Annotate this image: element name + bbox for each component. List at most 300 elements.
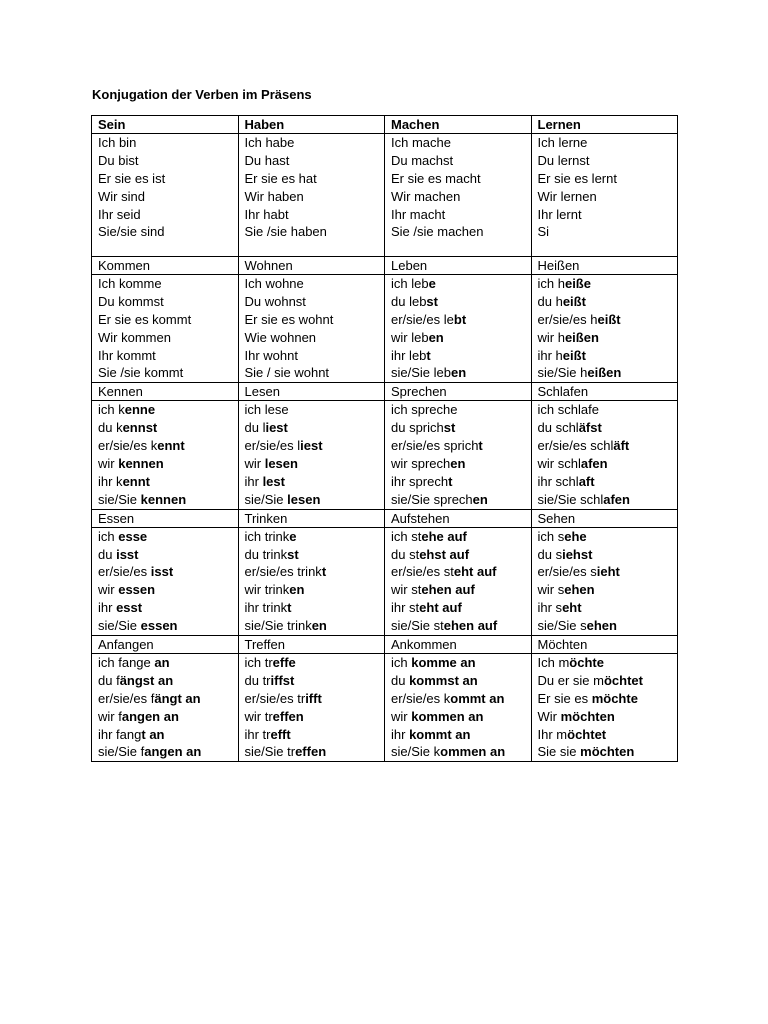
conjugated-form — [391, 275, 531, 293]
conjugated-form — [245, 617, 385, 635]
form-stem: er/sie/es trink — [244, 564, 322, 580]
form-ending: iffst — [270, 672, 295, 688]
form-ending: eiße — [564, 276, 591, 291]
form-stem: sie/Sie f — [98, 744, 145, 760]
conjugated-form — [245, 419, 385, 437]
form-stem: Ihr macht — [391, 206, 446, 222]
form-ending: kommst an — [409, 672, 478, 688]
conjugated-form — [391, 364, 531, 382]
form-ending: an — [154, 655, 170, 671]
verb-header-cell: Schlafen — [531, 383, 678, 401]
form-stem: ihr tr — [244, 726, 271, 742]
form-stem: wir h — [537, 329, 565, 345]
conjugated-form — [391, 726, 531, 744]
conjugated-form — [538, 347, 678, 365]
form-ending: kommt an — [409, 726, 471, 742]
form-ending: afen — [580, 456, 608, 472]
conjugated-form — [245, 528, 385, 546]
conjugated-form — [538, 455, 678, 473]
conjugated-form — [391, 617, 531, 635]
form-stem: sie/Sie trink — [244, 618, 312, 634]
conjugated-form — [98, 672, 238, 690]
form-stem: ihr st — [391, 600, 420, 616]
form-stem: Ihr seid — [98, 206, 141, 222]
form-ending: en — [311, 618, 327, 634]
form-ending: iest — [265, 420, 288, 436]
conjugated-form — [245, 546, 385, 564]
form-ending: eißen — [564, 329, 599, 345]
form-ending: iehst — [562, 546, 593, 562]
verb-forms-cell — [385, 401, 532, 509]
form-stem: ihr fang — [98, 726, 142, 742]
verb-header-cell: Heißen — [531, 257, 678, 275]
form-stem: sie/Sie — [98, 618, 141, 634]
form-ending: ehen — [586, 618, 617, 634]
form-stem: Ich m — [537, 655, 570, 671]
verb-header-cell: Kommen — [92, 257, 239, 275]
form-stem: du st — [391, 546, 420, 562]
conjugated-form — [98, 329, 238, 347]
form-ending: t — [321, 564, 327, 580]
form-stem: ich — [98, 528, 119, 544]
conjugated-form — [391, 223, 531, 241]
form-stem: Er sie es wohnt — [244, 311, 334, 327]
conjugated-form — [98, 546, 238, 564]
form-stem: Du er sie m — [537, 672, 604, 688]
form-stem: ihr — [391, 726, 410, 742]
form-stem: wir — [244, 456, 265, 472]
form-stem: du k — [98, 420, 123, 436]
conjugated-form — [538, 206, 678, 224]
form-ending: angen an — [121, 708, 179, 724]
form-stem: wir s — [537, 582, 565, 598]
form-stem: du leb — [391, 293, 427, 309]
form-stem: Wir haben — [244, 188, 304, 204]
conjugated-form — [245, 293, 385, 311]
form-stem: ich h — [537, 276, 565, 291]
verb-header-cell: Lernen — [531, 116, 678, 134]
form-ending: eißt — [562, 347, 586, 363]
form-stem: Du hast — [244, 152, 290, 168]
form-ending: eht auf — [453, 564, 497, 580]
form-stem: Sie /sie machen — [391, 224, 484, 240]
conjugated-form — [538, 188, 678, 206]
form-stem: sie/Sie — [244, 491, 288, 507]
verb-forms-cell — [531, 527, 678, 635]
form-stem: Wie wohnen — [244, 329, 317, 345]
verb-header-cell: Möchten — [531, 636, 678, 654]
form-stem: er/sie/es l — [244, 438, 301, 454]
form-ending: äft — [613, 438, 630, 454]
conjugated-form — [391, 347, 531, 365]
conjugated-form — [391, 654, 531, 672]
conjugated-form — [538, 223, 678, 241]
form-ending: öchte — [569, 655, 604, 671]
form-ending: ommen an — [440, 744, 506, 760]
form-ending: öchtet — [603, 672, 643, 688]
conjugated-form — [98, 617, 238, 635]
form-stem: Er sie es macht — [391, 170, 481, 186]
form-stem: Du machst — [391, 152, 454, 168]
form-ending: essen — [140, 618, 178, 634]
conjugated-form — [245, 188, 385, 206]
conjugated-form — [98, 455, 238, 473]
verb-forms-cell — [531, 134, 678, 257]
conjugated-form — [391, 188, 531, 206]
form-ending: enne — [124, 402, 156, 418]
form-stem: Wir kommen — [98, 329, 171, 345]
conjugated-form — [98, 152, 238, 170]
verb-header-cell: Haben — [238, 116, 385, 134]
form-ending: äfst — [578, 420, 602, 436]
form-ending: en — [289, 582, 305, 598]
form-ending: lesen — [287, 491, 321, 507]
form-ending: ehe auf — [421, 528, 467, 544]
form-stem: er/sie/es k — [391, 690, 451, 706]
conjugated-form — [98, 170, 238, 188]
verb-header-row — [92, 257, 678, 275]
conjugated-form — [98, 563, 238, 581]
conjugated-form — [98, 690, 238, 708]
form-ending: möchten — [580, 744, 635, 760]
form-stem: Er sie es lernt — [537, 170, 617, 186]
conjugated-form — [391, 599, 531, 617]
conjugated-form — [538, 437, 678, 455]
verb-header-cell: Essen — [92, 509, 239, 527]
form-stem: Ich habe — [244, 135, 295, 150]
form-stem: ich schlafe — [537, 402, 599, 418]
form-stem: sie/Sie s — [537, 618, 587, 634]
form-stem: du tr — [244, 672, 271, 688]
form-ending: en — [472, 491, 488, 507]
form-stem: wir st — [391, 582, 422, 598]
conjugated-form — [391, 134, 531, 152]
verb-forms-row — [92, 527, 678, 635]
form-ending: afen — [603, 491, 630, 507]
form-stem: Si — [537, 224, 550, 240]
conjugated-form — [245, 581, 385, 599]
form-ending: ängt an — [154, 690, 201, 706]
form-stem: Ich komme — [98, 276, 162, 291]
verb-header-row — [92, 509, 678, 527]
conjugated-form — [98, 491, 238, 509]
verb-forms-cell — [92, 401, 239, 509]
conjugated-form — [98, 654, 238, 672]
form-stem: wir — [98, 582, 119, 598]
form-ending: isst — [116, 546, 139, 562]
verb-forms-cell — [385, 654, 532, 762]
form-stem: er/sie/es tr — [244, 690, 306, 706]
form-stem: ich fange — [98, 655, 155, 671]
conjugated-form — [538, 672, 678, 690]
form-stem: Sie /sie kommt — [98, 365, 184, 381]
conjugated-form — [245, 726, 385, 744]
form-stem: Du bist — [98, 152, 139, 168]
form-stem: sie/Sie h — [537, 365, 588, 381]
conjugated-form — [391, 708, 531, 726]
conjugated-form — [98, 726, 238, 744]
form-ending: t — [478, 438, 483, 454]
conjugated-form — [245, 455, 385, 473]
form-stem: ich leb — [391, 276, 429, 291]
verb-forms-cell — [385, 134, 532, 257]
form-stem: du — [98, 546, 117, 562]
conjugated-form — [391, 170, 531, 188]
conjugated-form — [538, 726, 678, 744]
form-ending: t — [287, 600, 292, 616]
form-stem: er/sie/es le — [391, 311, 454, 327]
form-stem: Ich wohne — [244, 276, 304, 291]
verb-header-cell: Sprechen — [385, 383, 532, 401]
conjugated-form — [538, 419, 678, 437]
conjugated-form — [391, 672, 531, 690]
form-ending: ieht — [596, 564, 620, 580]
form-stem: sie/Sie tr — [244, 744, 296, 760]
conjugated-form — [538, 528, 678, 546]
form-ending: eißt — [597, 311, 621, 327]
conjugated-form — [98, 528, 238, 546]
conjugated-form — [391, 206, 531, 224]
conjugated-form — [538, 293, 678, 311]
conjugated-form — [245, 654, 385, 672]
form-stem: ich k — [98, 402, 125, 418]
form-ending: eht auf — [419, 600, 462, 616]
verb-header-row — [92, 383, 678, 401]
form-ending: ehen auf — [421, 582, 475, 598]
conjugated-form — [98, 473, 238, 491]
conjugated-form — [391, 152, 531, 170]
conjugated-form — [245, 311, 385, 329]
form-stem: er/sie/es schl — [537, 438, 614, 454]
form-ending: aft — [578, 473, 595, 489]
form-stem: Ich mache — [391, 135, 451, 150]
form-stem: ich st — [391, 528, 422, 544]
form-ending: eißt — [562, 293, 586, 309]
conjugated-form — [538, 311, 678, 329]
conjugated-form — [245, 672, 385, 690]
conjugated-form — [98, 134, 238, 152]
form-stem: Wir sind — [98, 188, 145, 204]
form-ending: effen — [295, 744, 327, 760]
form-stem: Ich lerne — [537, 135, 588, 150]
form-stem: ihr — [244, 473, 263, 489]
form-ending: effen — [272, 708, 304, 724]
verb-header-cell: Leben — [385, 257, 532, 275]
form-stem: Wir machen — [391, 188, 461, 204]
conjugated-form — [538, 170, 678, 188]
form-stem: Ihr wohnt — [244, 347, 298, 363]
form-stem: ihr s — [537, 600, 563, 616]
conjugated-form — [538, 491, 678, 509]
verb-header-cell: Sehen — [531, 509, 678, 527]
form-ending: e — [428, 276, 436, 291]
form-ending: st — [287, 546, 299, 562]
form-ending: ommt an — [450, 690, 505, 706]
form-ending: möchten — [560, 708, 615, 724]
form-stem: er/sie/es st — [391, 564, 454, 580]
verb-forms-cell — [238, 275, 385, 383]
form-ending: efft — [270, 726, 291, 742]
form-stem: sie/Sie — [98, 491, 141, 507]
form-stem: Ich bin — [98, 135, 137, 150]
form-stem: ihr k — [98, 473, 123, 489]
verb-forms-cell — [531, 401, 678, 509]
form-stem: ihr leb — [391, 347, 427, 363]
form-stem: wir sprech — [391, 456, 451, 472]
conjugated-form — [245, 708, 385, 726]
conjugated-form — [98, 708, 238, 726]
form-stem: du schl — [537, 420, 579, 436]
form-stem: wir trink — [244, 582, 290, 598]
conjugated-form — [538, 275, 678, 293]
form-ending: t an — [141, 726, 165, 742]
document-title: Konjugation der Verben im Präsens — [92, 87, 312, 102]
form-stem: Er sie es ist — [98, 170, 166, 186]
form-stem: er/sie/es h — [537, 311, 598, 327]
form-ending: ennst — [122, 420, 158, 436]
verb-forms-cell — [238, 527, 385, 635]
form-ending: ennt — [157, 438, 185, 454]
form-stem: du f — [98, 672, 120, 688]
form-stem: ihr sprech — [391, 473, 449, 489]
form-ending: kennen — [118, 456, 164, 472]
form-stem: ihr — [98, 600, 117, 616]
conjugated-form — [245, 401, 385, 419]
verb-forms-row — [92, 134, 678, 257]
verb-header-cell: Treffen — [238, 636, 385, 654]
form-stem: sie/Sie st — [391, 618, 444, 634]
form-stem: er/sie/es sprich — [391, 438, 479, 454]
conjugated-form — [538, 473, 678, 491]
form-stem: wir tr — [244, 708, 273, 724]
verb-forms-row — [92, 401, 678, 509]
form-stem: wir — [98, 456, 119, 472]
form-stem: ihr trink — [244, 600, 288, 616]
conjugated-form — [391, 563, 531, 581]
conjugated-form — [98, 293, 238, 311]
form-stem: wir leb — [391, 329, 429, 345]
verb-header-cell: Trinken — [238, 509, 385, 527]
form-ending: ennt — [122, 473, 151, 489]
form-stem: wir schl — [537, 456, 581, 472]
form-stem: ich spreche — [391, 402, 458, 418]
form-ending: lesen — [264, 456, 298, 472]
form-stem: Sie sie — [537, 744, 581, 760]
form-stem: ich — [391, 655, 412, 671]
verb-header-cell: Sein — [92, 116, 239, 134]
conjugated-form — [538, 152, 678, 170]
conjugated-form — [98, 437, 238, 455]
conjugated-form — [538, 654, 678, 672]
conjugated-form — [98, 188, 238, 206]
form-ending: esst — [116, 600, 143, 616]
conjugation-table — [91, 115, 678, 762]
form-ending: iest — [300, 438, 323, 454]
form-stem: du s — [537, 546, 563, 562]
verb-forms-cell — [92, 654, 239, 762]
conjugated-form — [245, 152, 385, 170]
conjugated-form — [391, 743, 531, 761]
form-stem: du l — [244, 420, 266, 436]
conjugated-form — [98, 401, 238, 419]
verb-header-row — [92, 636, 678, 654]
conjugated-form — [245, 275, 385, 293]
conjugated-form — [391, 293, 531, 311]
form-ending: ehen — [564, 582, 595, 598]
form-stem: Sie/sie sind — [98, 224, 165, 240]
verb-forms-cell — [92, 527, 239, 635]
form-ending: t — [426, 347, 431, 363]
form-stem: Sie / sie wohnt — [244, 365, 330, 381]
form-ending: en — [428, 329, 444, 345]
conjugated-form — [245, 134, 385, 152]
conjugated-form — [391, 401, 531, 419]
form-stem: Ihr lernt — [537, 206, 582, 222]
conjugated-form — [391, 473, 531, 491]
form-stem: du trink — [244, 546, 288, 562]
form-ending: essen — [118, 582, 156, 598]
form-stem: Er sie es kommt — [98, 311, 192, 327]
form-stem: ich lese — [244, 402, 289, 418]
verb-header-cell: Kennen — [92, 383, 239, 401]
form-stem: Ihr m — [537, 726, 568, 742]
form-ending: angen an — [144, 744, 202, 760]
form-ending: ehst auf — [419, 546, 470, 562]
conjugated-form — [538, 329, 678, 347]
form-stem: Wir — [537, 708, 561, 724]
form-ending: bt — [453, 311, 467, 327]
form-stem: er/sie/es s — [537, 564, 597, 580]
verb-forms-cell — [238, 134, 385, 257]
conjugated-form — [98, 599, 238, 617]
verb-header-cell: Anfangen — [92, 636, 239, 654]
form-stem: du — [391, 672, 410, 688]
conjugated-form — [245, 347, 385, 365]
conjugated-form — [538, 134, 678, 152]
form-ending: st — [443, 420, 456, 436]
form-ending: ehe — [564, 528, 587, 544]
form-stem: ich tr — [244, 655, 273, 671]
conjugated-form — [391, 329, 531, 347]
form-stem: er/sie/es f — [98, 690, 155, 706]
form-ending: kommen an — [411, 708, 484, 724]
form-stem: er/sie/es — [98, 564, 151, 580]
conjugated-form — [538, 581, 678, 599]
conjugated-form — [538, 563, 678, 581]
form-ending: effe — [272, 655, 296, 671]
verb-forms-cell — [531, 275, 678, 383]
form-stem: Er sie es — [537, 690, 592, 706]
form-stem: er/sie/es k — [98, 438, 158, 454]
form-stem: ihr schl — [537, 473, 579, 489]
verb-forms-cell — [238, 401, 385, 509]
form-stem: Du kommst — [98, 293, 164, 309]
verb-header-cell: Ankommen — [385, 636, 532, 654]
conjugated-form — [538, 401, 678, 419]
verb-forms-row — [92, 654, 678, 762]
verb-forms-cell — [385, 527, 532, 635]
conjugated-form — [245, 364, 385, 382]
conjugated-form — [391, 437, 531, 455]
conjugated-form — [391, 455, 531, 473]
conjugated-form — [391, 491, 531, 509]
conjugated-form — [245, 223, 385, 241]
form-ending: öchtet — [567, 726, 607, 742]
conjugated-form — [98, 206, 238, 224]
conjugated-form — [538, 743, 678, 761]
form-stem: Ihr habt — [244, 206, 289, 222]
conjugated-form — [391, 690, 531, 708]
